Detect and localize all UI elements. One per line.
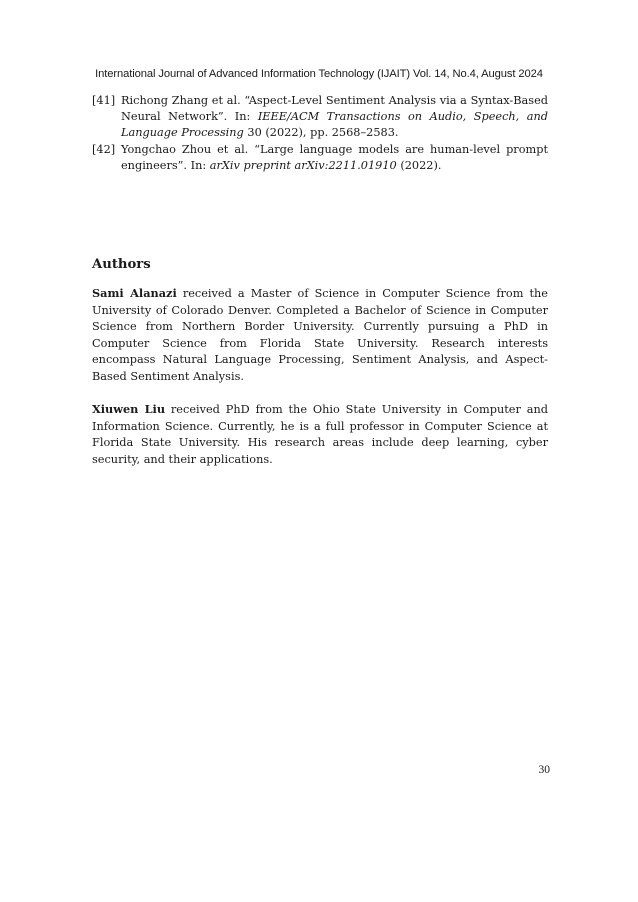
reference-venue: arXiv preprint arXiv:2211.01910	[209, 158, 397, 172]
reference-venue: IEEE/ACM Transactions on Audio, Speech, and Language Processing	[121, 110, 548, 140]
reference-item	[92, 93, 548, 142]
reference-text	[121, 142, 548, 174]
reference-item	[92, 142, 548, 174]
author-bio-text: received PhD from the Ohio State University in Computer and Information Science. Currently, he is a full professor in Computer Science at Florida State University. His research areas include deep learning, cyber security, and their applications.	[92, 403, 548, 466]
reference-text	[121, 93, 548, 142]
reference-details: (2022).	[396, 158, 442, 172]
author-bios	[92, 285, 548, 484]
reference-number: [41]	[92, 94, 116, 107]
reference-list	[92, 93, 548, 174]
page-number: 30	[538, 764, 550, 776]
author-name: Sami Alanazi	[92, 286, 177, 300]
author-bio-text: received a Master of Science in Computer Science from the University of Colorado Denver. Completed a Bachelor of Science in Computer Science from Northern Border University. Currently pursuing a PhD in Computer Science from Florida State University. Research interests encompass Natural Language Processing, Sentiment Analysis, and Aspect-Based Sentiment Analysis.	[92, 287, 548, 383]
reference-authors-title: Yongchao Zhou et al. “Large language models are human-level prompt engineers”. In:	[121, 142, 548, 172]
reference-number: [42]	[92, 142, 116, 156]
author-bio	[92, 401, 548, 468]
reference-authors-title: Richong Zhang et al. “Aspect-Level Sentiment Analysis via a Syntax-Based Neural Network”. In:	[121, 94, 548, 124]
author-name: Xiuwen Liu	[92, 402, 166, 416]
author-bio	[92, 285, 548, 385]
reference-details: 30 (2022), pp. 2568–2583.	[243, 126, 399, 140]
running-head: International Journal of Advanced Information Technology (IJAIT) Vol. 14, No.4, August 2024	[95, 68, 543, 80]
authors-heading: Authors	[92, 257, 151, 272]
